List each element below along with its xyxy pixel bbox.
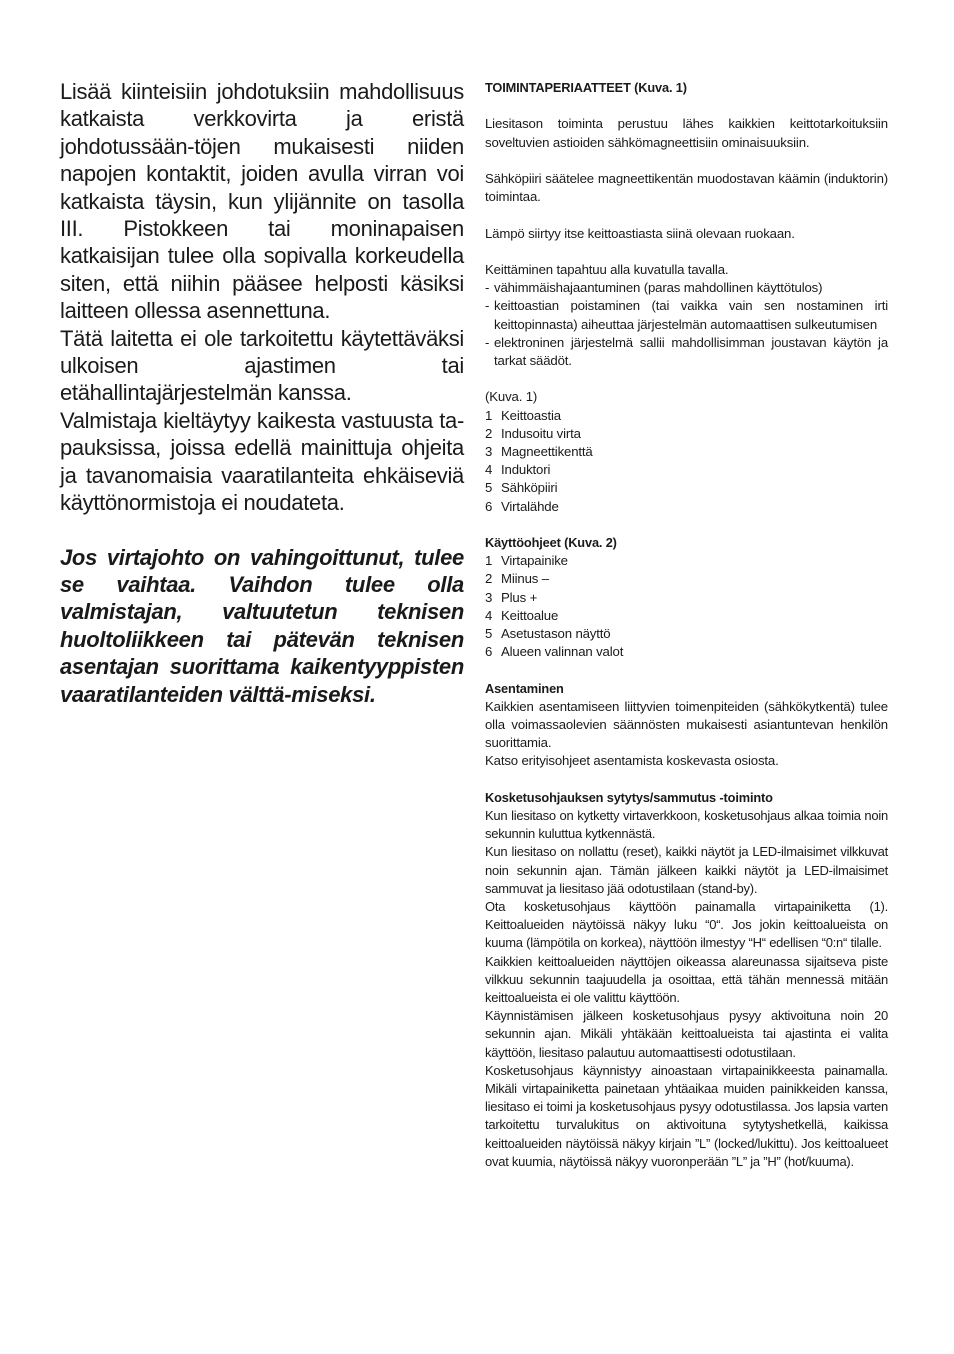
list-item [485,407,888,425]
item-number: 3 [485,589,493,605]
item-label: Indusoitu virta [501,425,581,441]
item-label: Keittoastia [501,407,561,423]
list-item [485,607,888,625]
body-paragraph: Katso erityisohjeet asentamista koskevasta osiosta. [485,753,779,769]
body-paragraph: Kosketusohjaus käynnistyy ainoastaan virtapainikkeesta painamalla. Mikäli virtapainiketta painetaan yhtäaikaa muiden painikkeiden kanssa, liesitaso ei toimi ja kosketusohjaus pysyy odotustilassa. Jos lapsia varten tarkoitettu turvalukitus on aktivoituna sytytyshetkellä, kaikissa keittoalueiden näytöissä näkyy kirjain ”L” (locked/lukittu). Jos keittoalueet ovat kuumia, näytöissä näkyy vuoronperään ”L” ja ”H” (hot/kuuma). [485,1062,888,1169]
list-item [485,570,888,588]
body-paragraph: Kun liesitaso on kytketty virtaverkkoon, kosketusohjaus alkaa toimia noin sekunnin kuluttua kytkennästä. [485,808,888,842]
item-label: Induktori [501,462,551,478]
item-label: Magneettikenttä [501,443,593,459]
item-label: Sähköpiiri [501,480,558,496]
list-item [485,589,888,607]
list-item: - keittoastian poistaminen (tai vaikka vain sen nostaminen irti keittopinnasta) aiheuttaa järjestelmän automaattisen sulkeutumisen [485,297,888,333]
item-number: 1 [485,553,493,569]
item-number: 6 [485,498,493,514]
body-paragraph: Kun liesitaso on nollattu (reset), kaikki näytöt ja LED-ilmaisimet vilkkuvat noin sekunnin ajan. Tämän jälkeen kaikki näytöt ja LED-ilmaisimet sammuvat ja liesitaso jää odotustilaan (stand-by). [485,844,888,896]
list-item: - vähimmäishajaantuminen (paras mahdollinen käyttötulos) [485,279,888,297]
item-label: Keittoalue [501,607,559,623]
body-paragraph: Ota kosketusohjaus käyttöön painamalla virtapainiketta (1). Keittoalueiden näytöissä näkyy luku “0“. Jos jokin keittoalueista on kuuma (lämpötila on korkea), näyttöön ilmestyy “H“ edellisen “0:n“ tilalle. [485,899,888,951]
body-paragraph: Kaikkien asentamiseen liittyvien toimenpiteiden (sähkökytkentä) tulee olla voimassaolevien säännösten mukaisesti asiantuntevan henkilön suorittamia. [485,698,888,751]
list-item [485,479,888,497]
body-paragraph: Liesitason toiminta perustuu lähes kaikkien keittotarkoituksiin soveltuvien astioiden sähkömagneettisiin ominaisuuksiin. [485,116,888,150]
item-number: 1 [485,407,493,423]
body-paragraph: Keittäminen tapahtuu alla kuvatulla tavalla. [485,261,729,277]
section-heading-touch-control: Kosketusohjauksen sytytys/sammutus -toiminto [485,789,773,805]
item-number: 4 [485,462,493,478]
item-label: Miinus – [501,571,549,587]
list-item [485,425,888,443]
item-number: 3 [485,443,493,459]
left-column [60,78,464,708]
item-number: 4 [485,607,493,623]
right-column [485,79,888,1171]
figure-2-legend [485,552,888,661]
item-label: Virtalähde [501,498,559,514]
list-item [485,643,888,661]
list-item [485,552,888,570]
item-number: 2 [485,425,493,441]
body-paragraph: Käynnistämisen jälkeen kosketusohjaus pysyy aktivoituna noin 20 sekunnin ajan. Mikäli yhtäkään keittoalueista tai ajastinta ei valita käyttöön, liesitaso palautuu automaattisesti odotustilaan. [485,1008,888,1060]
figure-1-caption: (Kuva. 1) [485,389,538,405]
list-item [485,498,888,516]
list-item [485,461,888,479]
list-item [485,625,888,643]
body-paragraph: Tätä laitetta ei ole tarkoitettu käytettäväksi ulkoisen ajastimen tai etähallintajärjestelmän kanssa. [60,325,464,406]
item-number: 2 [485,571,493,587]
item-number: 5 [485,480,493,496]
body-paragraph: Valmistaja kieltäytyy kaikesta vastuusta ta-pauksissa, joissa edellä mainittuja ohjeita ja tavanomaisia vaaratilanteita ehkäiseviä käyttönormistoja ei noudateta. [60,407,464,516]
section-heading-install: Asentaminen [485,680,564,696]
list-item: - elektroninen järjestelmä sallii mahdollisimman joustavan käytön ja tarkat säädöt. [485,334,888,370]
warning-paragraph: Jos virtajohto on vahingoittunut, tulee se vaihtaa. Vaihdon tulee olla valmistajan, valtuutetun teknisen huoltoliikkeen tai pätevän teknisen asentajan suorittama kaikentyyppisten vaaratilanteiden välttä-miseksi. [60,544,464,707]
principles-list [485,279,888,370]
body-paragraph: Kaikkien keittoalueiden näyttöjen oikeassa alareunassa sijaitseva piste vilkkuu sekunnin taajuudella ja osoittaa, että tähän mennessä mitään keittoalueista ei ole valittu käyttöön. [485,953,888,1006]
item-label: Asetustason näyttö [501,626,611,641]
body-paragraph: Lämpö siirtyy itse keittoastiasta siinä olevaan ruokaan. [485,225,795,241]
section-heading-usage: Käyttöohjeet (Kuva. 2) [485,534,617,550]
body-paragraph: Lisää kiinteisiin johdotuksiin mahdollisuus katkaista verkkovirta ja eristä johdotussään-töjen mukaisesti niiden napojen kontaktit, joiden avulla virran voi katkaista täysin, kun ylijännite on tasolla III. Pistokkeen tai moninapaisen katkaisijan tulee olla sopivalla korkeudella siten, että niihin pääsee helposti käsiksi laitteen ollessa asennettuna. [60,79,464,324]
figure-1-legend [485,407,888,516]
list-item [485,443,888,461]
item-label: Plus + [501,589,538,605]
item-number: 5 [485,626,493,641]
item-number: 6 [485,644,493,660]
body-paragraph: Sähköpiiri säätelee magneettikentän muodostavan käämin (induktorin) toimintaa. [485,170,888,205]
section-heading-principles: TOIMINTAPERIAATTEET (Kuva. 1) [485,80,687,95]
item-label: Alueen valinnan valot [501,644,624,660]
item-label: Virtapainike [501,553,568,569]
